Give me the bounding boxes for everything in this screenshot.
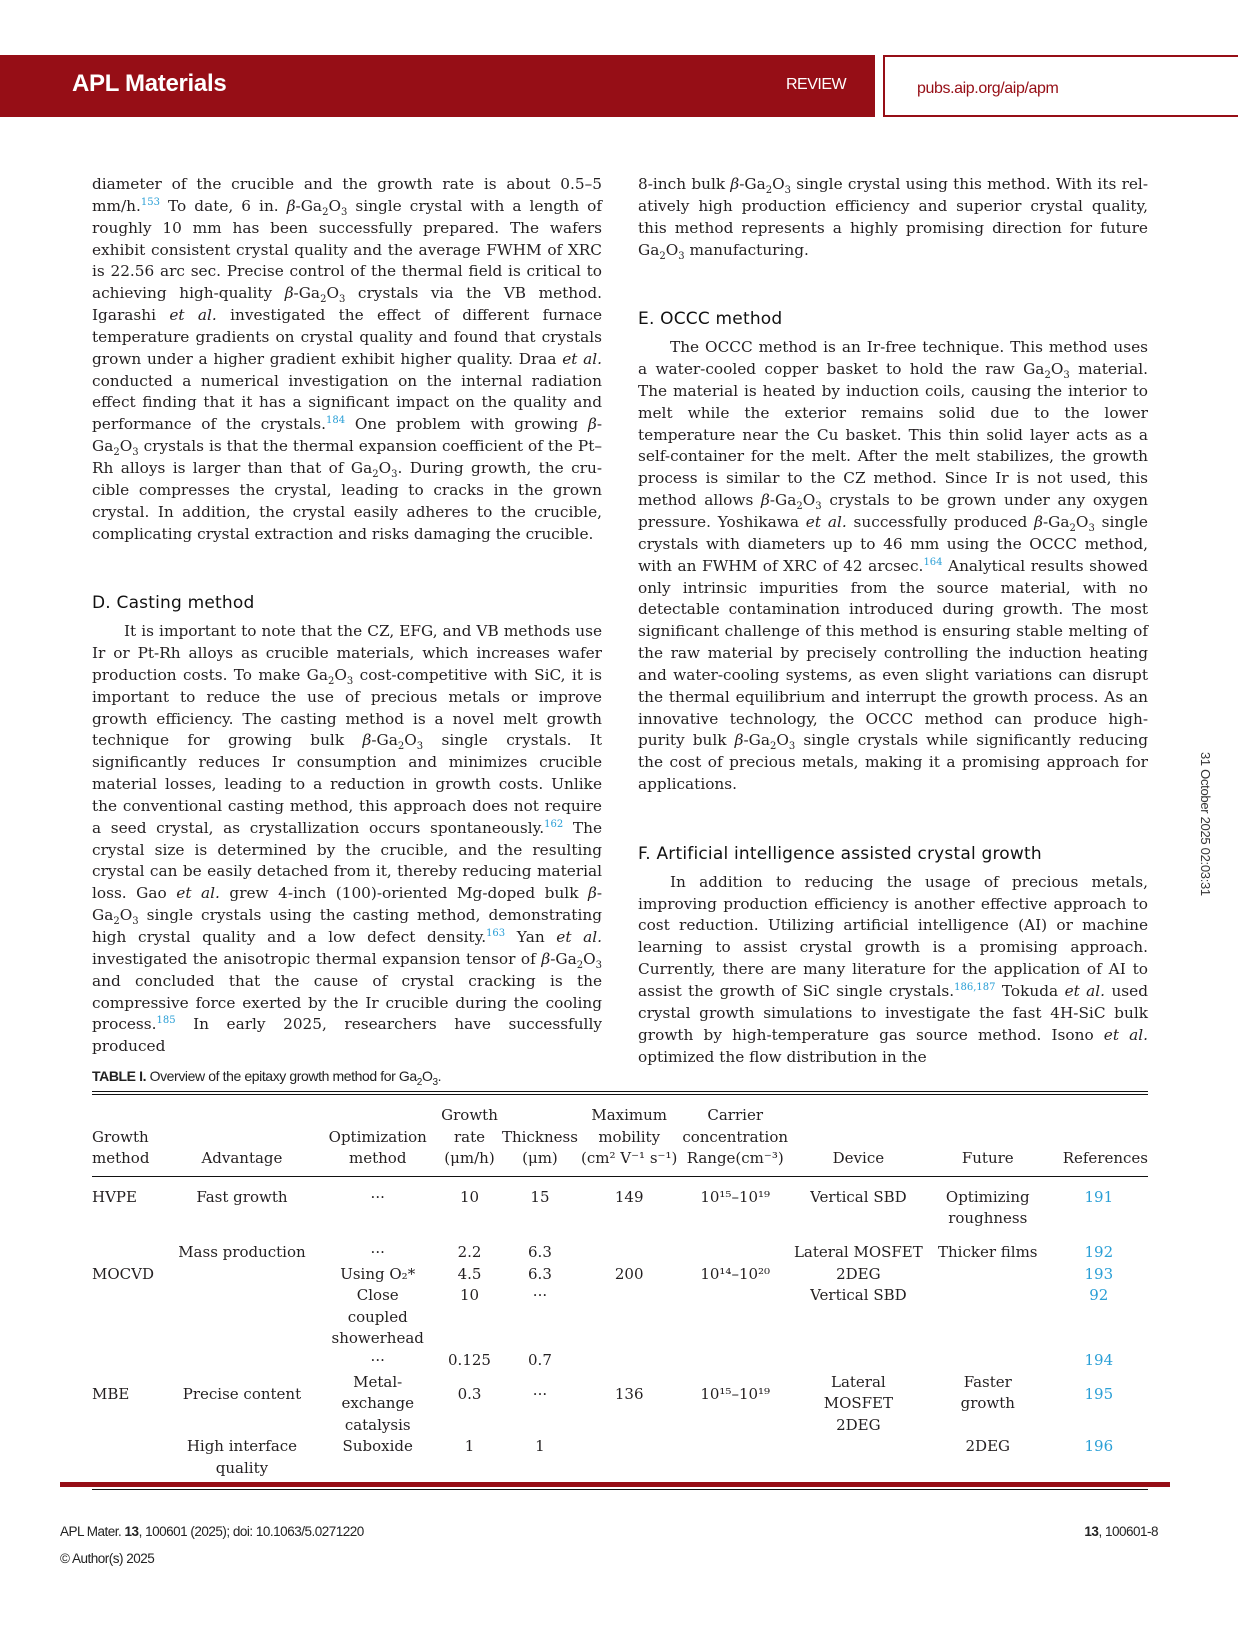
header-advantage: Advantage <box>201 1149 283 1168</box>
reference-link[interactable]: 191 <box>1084 1187 1114 1206</box>
table-header-row <box>92 1095 1148 1176</box>
paragraph-casting-continued: 8-inch bulk $\beta-Ga_2O_3$ single crystal using this method. With its relatively high production efficiency and superior crystal quality, this method represents a highly promising direction for future $Ga_2O_3$ manufacturing. <box>638 175 1148 262</box>
header-future: Future <box>961 1149 1014 1168</box>
table-row: High interface quality Suboxide 1 1 2DEG 196 <box>92 1436 1148 1479</box>
table-row: Mass production ··· 2.2 6.3 Lateral MOSFET Thicker films 192 <box>92 1230 1148 1264</box>
reference-link[interactable]: 194 <box>1084 1350 1114 1369</box>
reference-link[interactable]: 195 <box>1084 1384 1114 1403</box>
paragraph-ai-growth: In addition to reducing the usage of precious metals, improving production efficiency is another effective approach to cost reduction. Utilizing artificial intelligence (AI) or machine learning to assist crystal growth is a promising approach. Currently, there are many literature for the application of AI to assist the growth of SiC single crystals.$^{186,187}$ Tokuda et al. used crystal growth simulations to investigate the fast 4H-SiC bulk growth by high-temperature gas source method. Isono et al. optimized the flow distribution in the <box>638 872 1148 1066</box>
section-heading-occc: E. OCCC method <box>638 309 783 330</box>
reference-link[interactable]: 196 <box>1084 1437 1114 1456</box>
reference-link[interactable]: 193 <box>1084 1264 1114 1283</box>
citation-163[interactable]: 163 <box>486 927 506 939</box>
reference-link[interactable]: 192 <box>1084 1242 1114 1261</box>
citation-164[interactable]: 164 <box>923 556 943 568</box>
header-optimization: Optimization method <box>328 1127 427 1168</box>
footer-copyright: © Author(s) 2025 <box>60 1551 155 1566</box>
header-thickness: Thickness (μm) <box>502 1127 578 1168</box>
table-row: MBE Precise content Metal-exchange catalysis 0.3 ··· 136 10¹⁵–10¹⁹ Lateral MOSFET 2DEG Faster growth 195 <box>92 1372 1148 1437</box>
table-row: HVPE Fast growth ··· 10 15 149 10¹⁵–10¹⁹ Vertical SBD Optimizing roughness 191 <box>92 1176 1148 1230</box>
download-timestamp: 31 October 2025 02:03:31 <box>1198 752 1213 896</box>
journal-url-link[interactable]: pubs.aip.org/aip/apm <box>917 80 1059 97</box>
footer-rule <box>60 1482 1170 1487</box>
header-references: References <box>1062 1149 1148 1168</box>
header-growth-rate: Growth rate (μm/h) <box>441 1106 498 1168</box>
citation-153[interactable]: 153 <box>140 196 160 208</box>
table-row: MOCVD Using O₂* 4.5 6.3 200 10¹⁴–10²⁰ 2DEG 193 <box>92 1264 1148 1286</box>
citation-186-187[interactable]: 186,187 <box>954 981 996 993</box>
table-row: Close coupled showerhead 10 ··· Vertical SBD 92 <box>92 1285 1148 1350</box>
header-device: Device <box>832 1149 885 1168</box>
reference-link[interactable]: 92 <box>1089 1286 1109 1305</box>
epitaxy-table <box>92 1091 1148 1490</box>
citation-185[interactable]: 185 <box>156 1015 176 1027</box>
right-column <box>638 174 1148 1068</box>
journal-title: APL Materials <box>72 70 227 97</box>
section-heading-casting: D. Casting method <box>92 593 255 614</box>
section-heading-ai-growth: F. Artificial intelligence assisted crystal growth <box>638 843 1042 864</box>
article-type-label: REVIEW <box>786 76 847 93</box>
table-caption: TABLE I. Overview of the epitaxy growth method for $Ga_2O_3$. <box>92 1068 442 1088</box>
footer-page-number: 13, 100601-8 <box>1084 1524 1158 1539</box>
paragraph-casting-method: It is important to note that the CZ, EFG, and VB methods use Ir or Pt-Rh alloys as crucible materials, which increases wafer production costs. To make $Ga_2O_3$ cost-competitive with SiC, it is important to reduce the use of precious metals or improve growth efficiency. The casting method is a novel melt growth technique for growing bulk $\beta-Ga_2O_3$ single crystals. It significantly reduces Ir consumption and minimizes crucible material losses, leading to a reduction in growth costs. Unlike the conventional casting method, this approach does not require a seed crystal, as crystallization occurs spontaneously.$^{162}$ The crystal size is determined by the crucible, and the resulting crystal can be easily detached from it, thereby reducing material loss. Gao et al. grew 4-inch (100)-oriented Mg-doped bulk $\beta-Ga_2O_3$ single crystals using the casting method, demonstrating high crystal quality and a low defect density.$^{163}$ Yan et al. investigated the anisotropic thermal expansion tensor of $\beta-Ga_2O_3$ and concluded that the cause of crystal cracking is the compressive force exerted by the Ir crucible during the cooling process.$^{185}$ In early 2025, researchers have successfully produced <box>92 622 603 1056</box>
table-row: ··· 0.125 0.7 194 <box>92 1350 1148 1372</box>
header-carrier: Carrier concentration Range(cm⁻³) <box>682 1106 789 1168</box>
left-column <box>92 174 602 1058</box>
footer-citation: APL Mater. 13, 100601 (2025); doi: 10.1063/5.0271220 <box>60 1524 364 1539</box>
header-growth-method: Growth method <box>92 1127 150 1168</box>
header-mobility: Maximum mobility (cm² V⁻¹ s⁻¹) <box>581 1106 678 1168</box>
citation-162[interactable]: 162 <box>544 818 564 830</box>
citation-184[interactable]: 184 <box>325 415 346 427</box>
paragraph-vb-method: diameter of the crucible and the growth rate is about 0.5–5 mm/h.$^{153}$ To date, 6 in. $\beta-Ga_2O_3$ single crystal with a length of roughly 10 mm has been successfully prepared. The wafers exhibit consistent crystal quality and the average FWHM of XRC is 22.56 arc sec. Precise control of the thermal field is critical to achieving high-quality $\beta-Ga_2O_3$ crystals via the VB method. Igarashi et al. investigated the effect of different furnace temperature gradients on crystal quality and found that crystals grown under a higher gradient exhibit higher quality. Draa et al. conducted a numerical investigation on the internal radiation effect finding that it has a significant impact on the quality and performance of the crystals.$^{184}$ One problem with growing $\beta-Ga_2O_3$ crystals is that the thermal expansion coefficient of the Pt–Rh alloys is larger than that of $Ga_2O_3$. During growth, the crucible compresses the crystal, leading to cracks in the grown crystal. In addition, the crystal easily adheres to the crucible, complicating crystal extraction and risks damaging the crucible. <box>92 175 603 543</box>
paragraph-occc-method: The OCCC method is an Ir-free technique. This method uses a water-cooled copper basket to hold the raw $Ga_2O_3$ material. The material is heated by induction coils, causing the interior to melt while the exterior remains solid due to the lower temperature near the Cu basket. This thin solid layer acts as a self-container for the melt. After the melt stabilizes, the growth process is similar to the CZ method. Since Ir is not used, this method allows $\beta-Ga_2O_3$ crystals to be grown under any oxygen pressure. Yoshikawa et al. successfully produced $\beta-Ga_2O_3$ single crystals with diameters up to 46 mm using the OCCC method, with an FWHM of XRC of 42 arcsec.$^{164}$ Analytical results showed only intrinsic impurities from the source material, with no detectable contamination introduced during growth. The most significant challenge of this method is ensuring stable melting of the raw material by precisely controlling the induction heating and water-cooling systems, as even slight variations can disrupt the thermal equilibrium and interrupt the growth process. As an innovative technology, the OCCC method can produce high-purity bulk $\beta-Ga_2O_3$ single crystals while significantly reducing the cost of precious metals, making it a promising approach for applications. <box>638 338 1149 794</box>
